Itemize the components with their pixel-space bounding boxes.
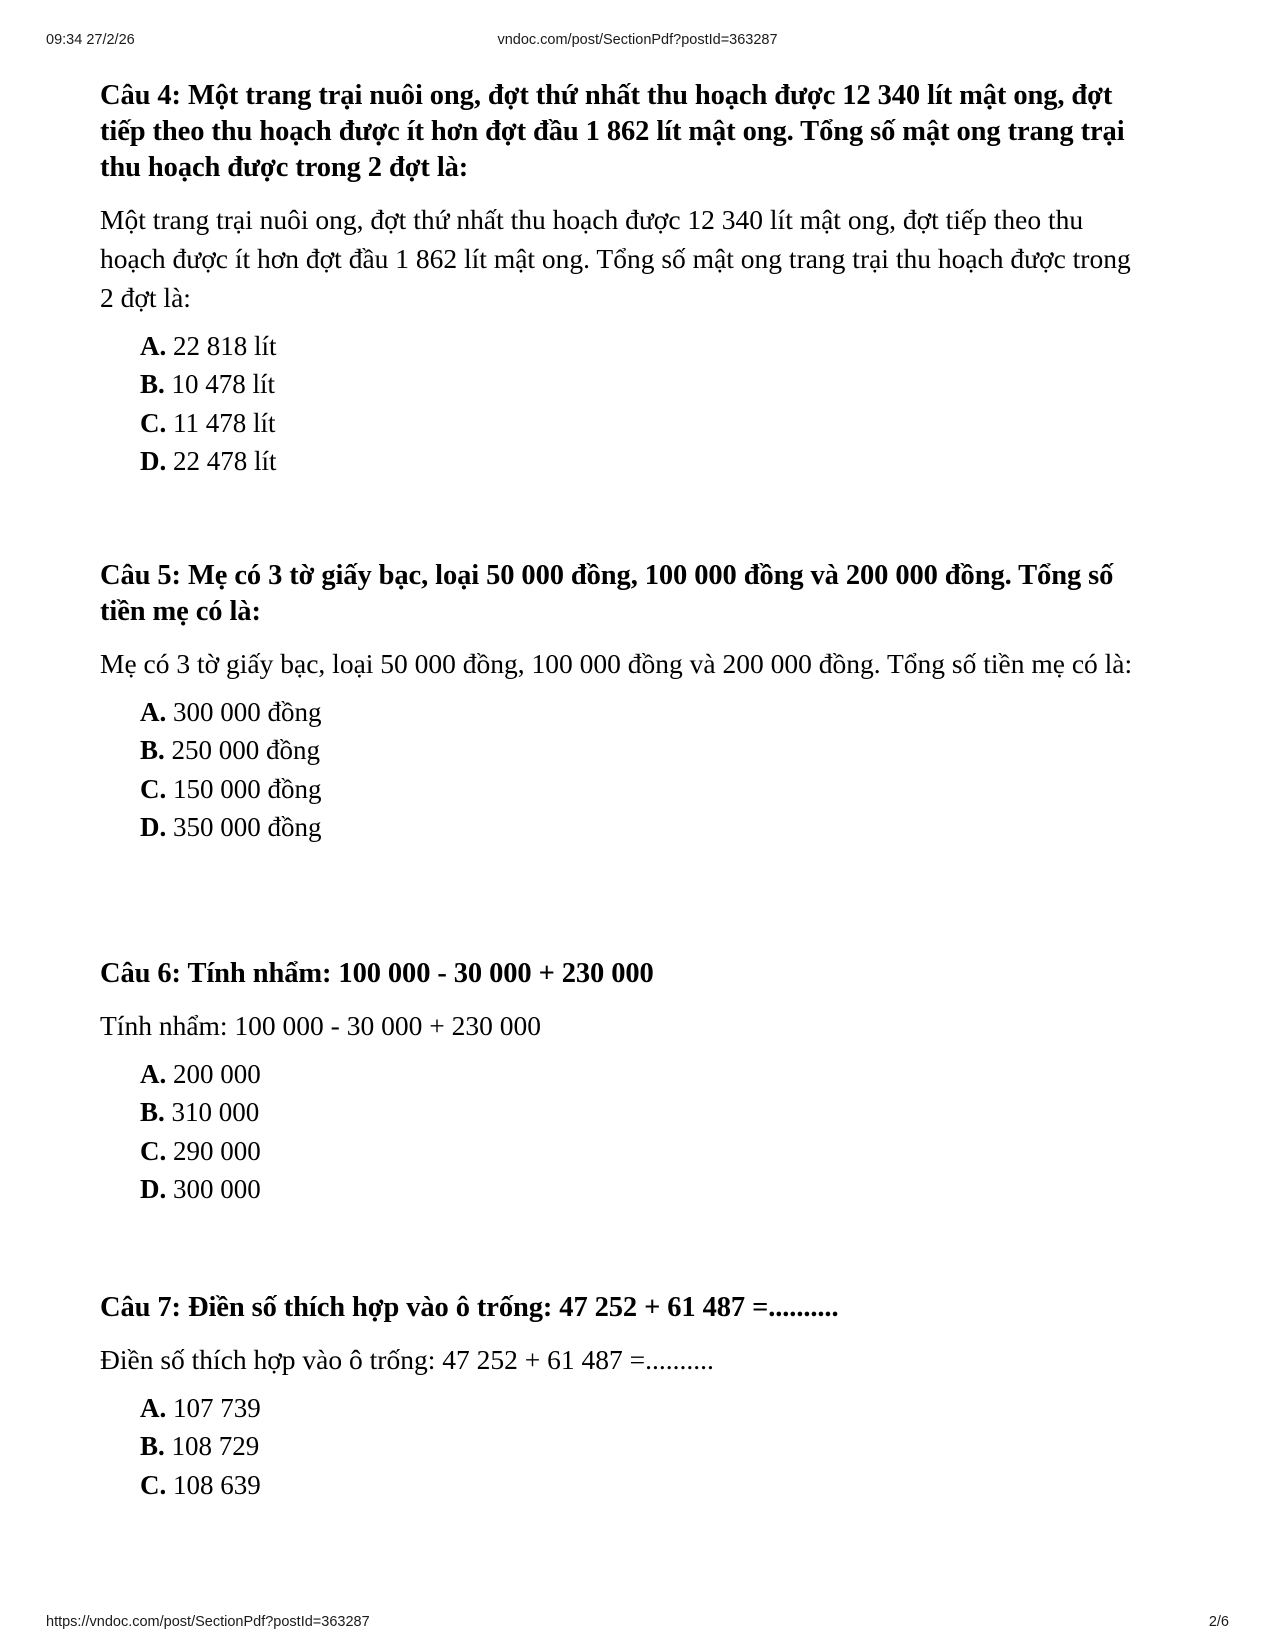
option-letter: D. — [140, 445, 167, 476]
answer-option[interactable] — [140, 808, 1140, 846]
answer-option[interactable] — [140, 731, 1140, 769]
answer-option[interactable] — [140, 1093, 1140, 1131]
option-letter: A. — [140, 330, 167, 361]
question-body-q4: Một trang trại nuôi ong, đợt thứ nhất thu hoạch được 12 340 lít mật ong, đợt tiếp theo thu hoạch được ít hơn đợt đầu 1 862 lít mật ong. Tổng số mật ong trang trại thu hoạch được trong 2 đợt là: — [100, 203, 1131, 313]
answer-option[interactable] — [140, 1427, 1140, 1465]
question-title-q5: Câu 5: Mẹ có 3 tờ giấy bạc, loại 50 000 đồng, 100 000 đồng và 200 000 đồng. Tổng số tiền mẹ có là: — [100, 560, 1114, 627]
answer-option[interactable] — [140, 442, 1140, 480]
question-title-q7: Câu 7: Điền số thích hợp vào ô trống: 47 252 + 61 487 =.......... — [100, 1292, 839, 1323]
option-letter: A. — [140, 1392, 167, 1423]
answer-option[interactable] — [140, 327, 1140, 365]
option-letter: D. — [140, 811, 167, 842]
option-text: 108 639 — [173, 1469, 261, 1500]
option-text: 10 478 lít — [171, 369, 276, 400]
option-letter: B. — [140, 1097, 165, 1128]
answer-options-q5 — [100, 693, 1140, 846]
option-text: 350 000 đồng — [173, 811, 322, 842]
answer-option[interactable] — [140, 693, 1140, 731]
option-letter: C. — [140, 773, 167, 804]
print-footer-page-number: 2/6 — [1208, 1614, 1229, 1630]
option-letter: B. — [140, 369, 165, 400]
option-text: 310 000 — [171, 1097, 260, 1128]
answer-options-q7 — [100, 1389, 1140, 1504]
print-header-timestamp: 09:34 27/2/26 — [46, 32, 135, 48]
option-letter: B. — [140, 735, 165, 766]
question-body-q5: Mẹ có 3 tờ giấy bạc, loại 50 000 đồng, 100 000 đồng và 200 000 đồng. Tổng số tiền mẹ có là: — [100, 647, 1133, 679]
answer-option[interactable] — [140, 1055, 1140, 1093]
option-text: 108 729 — [171, 1431, 260, 1462]
question-title-q6: Câu 6: Tính nhẩm: 100 000 - 30 000 + 230 000 — [100, 958, 654, 989]
option-letter: D. — [140, 1173, 167, 1204]
question-title-q4: Câu 4: Một trang trại nuôi ong, đợt thứ nhất thu hoạch được 12 340 lít mật ong, đợt tiếp theo thu hoạch được ít hơn đợt đầu 1 862 lít mật ong. Tổng số mật ong trang trại thu hoạch được trong 2 đợt là: — [100, 80, 1125, 183]
option-text: 107 739 — [173, 1392, 261, 1423]
option-text: 290 000 — [173, 1135, 261, 1166]
option-text: 300 000 — [173, 1173, 261, 1204]
option-letter: C. — [140, 407, 167, 438]
option-letter: B. — [140, 1431, 165, 1462]
answer-option[interactable] — [140, 1389, 1140, 1427]
question-body-q6: Tính nhẩm: 100 000 - 30 000 + 230 000 — [100, 1009, 541, 1041]
option-text: 150 000 đồng — [173, 773, 322, 804]
answer-option[interactable] — [140, 1170, 1140, 1208]
question-block-q4 — [100, 78, 1140, 480]
print-footer — [0, 1612, 1275, 1632]
answer-option[interactable] — [140, 1132, 1140, 1170]
answer-option[interactable] — [140, 365, 1140, 403]
answer-options-q4 — [100, 327, 1140, 480]
option-letter: C. — [140, 1469, 167, 1500]
answer-options-q6 — [100, 1055, 1140, 1208]
print-footer-url: https://vndoc.com/post/SectionPdf?postId=363287 — [46, 1614, 370, 1630]
option-text: 250 000 đồng — [171, 735, 321, 766]
option-letter: A. — [140, 1058, 167, 1089]
print-header-url: vndoc.com/post/SectionPdf?postId=363287 — [497, 32, 778, 48]
question-body-q7: Điền số thích hợp vào ô trống: 47 252 + 61 487 =.......... — [100, 1343, 714, 1375]
question-block-q6 — [100, 956, 1140, 1208]
print-header — [0, 30, 1275, 50]
option-text: 300 000 đồng — [173, 696, 322, 727]
option-text: 22 818 lít — [173, 330, 277, 361]
option-text: 22 478 lít — [173, 445, 277, 476]
option-text: 200 000 — [173, 1058, 261, 1089]
question-block-q7 — [100, 1290, 1140, 1504]
answer-option[interactable] — [140, 1466, 1140, 1504]
answer-option[interactable] — [140, 770, 1140, 808]
question-block-q5 — [100, 558, 1140, 846]
option-letter: A. — [140, 696, 167, 727]
option-letter: C. — [140, 1135, 167, 1166]
option-text: 11 478 lít — [173, 407, 276, 438]
answer-option[interactable] — [140, 404, 1140, 442]
